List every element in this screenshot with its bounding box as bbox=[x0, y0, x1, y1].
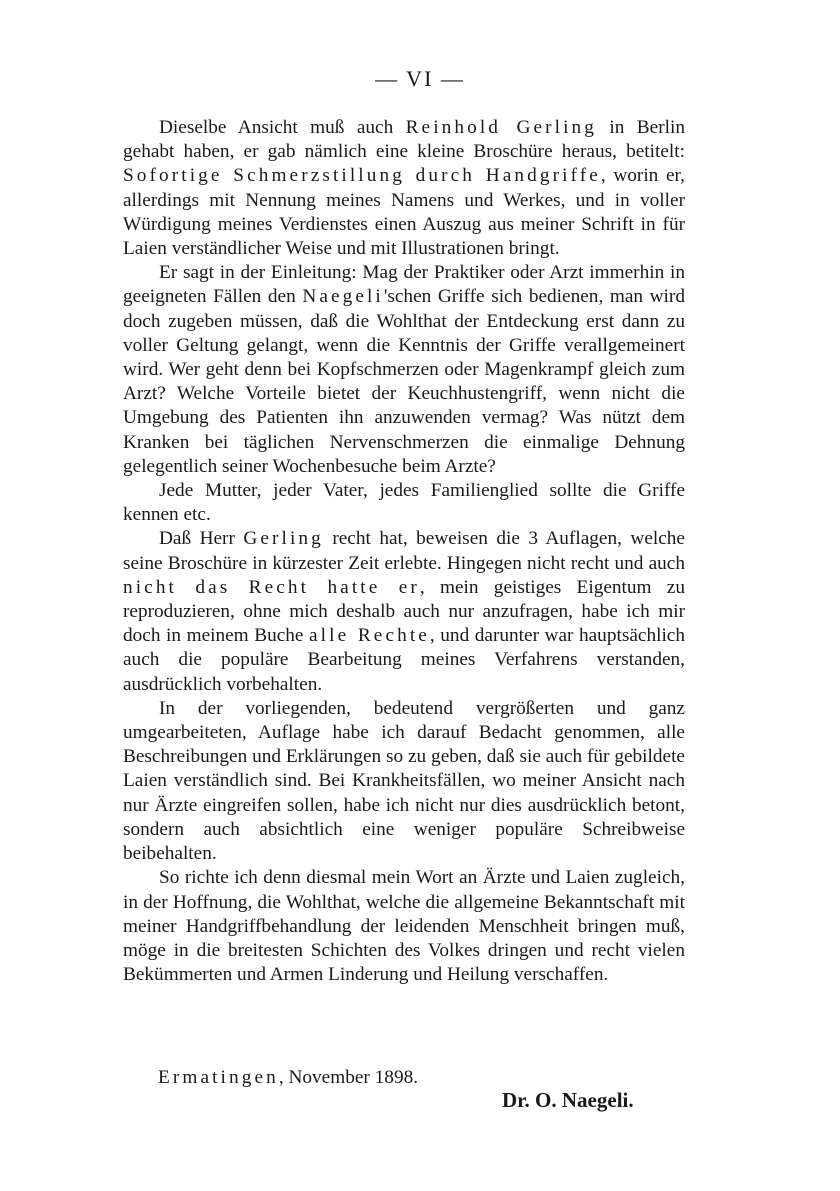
closing-date: , November 1898. bbox=[278, 1067, 419, 1088]
emphasized-text: Reinhold Gerling bbox=[405, 117, 597, 138]
text-segment: , mein geistiges Eigentum zu reproduzieren, ohne mich deshalb auch nur anzufragen, habe ich mir doch in meinem Buche bbox=[123, 576, 685, 647]
paragraph bbox=[123, 261, 685, 479]
text-segment: 'schen Griffe sich bedienen, man wird doch zugeben müssen, daß die Wohlthat der Entdeckung erst dann zu voller Geltung gelangt, wenn die Kenntnis der Griffe verallgemeinert wird. Wer geht denn bei Kopfschmerzen oder Magenkrampf gleich zum Arzt? Welche Vorteile bietet der Keuchhustengriff, wenn nicht die Umgebung des Patienten ihn anzuwenden vermag? Was nützt dem Kranken bei täglichen Nervenschmerzen die einmalige Dehnung gelegentlich seiner Wochenbesuche beim Arzte? bbox=[123, 286, 685, 477]
closing-place: Ermatingen bbox=[158, 1067, 279, 1088]
emphasized-text: nicht das Recht hatte er bbox=[123, 576, 420, 598]
emphasized-text: Naegeli bbox=[302, 286, 384, 308]
text-segment: , worin er, allerdings mit Nennung meines Namens und Werkes, und in voller Würdigung meines Verdienstes einen Auszug aus meiner Schrift in für Laien verständlicher Weise und mit Illustrationen bringt. bbox=[123, 165, 685, 260]
emphasized-text: alle Rechte bbox=[309, 625, 430, 647]
paragraph bbox=[123, 116, 685, 261]
page-number: — VI — bbox=[375, 66, 465, 91]
text-segment: in Berlin gehabt haben, er gab nämlich eine kleine Broschüre heraus, betitelt: bbox=[123, 117, 685, 163]
paragraph bbox=[123, 866, 685, 987]
emphasized-text: Gerling bbox=[243, 528, 324, 550]
paragraph bbox=[123, 697, 685, 866]
body-text bbox=[123, 116, 685, 987]
text-segment: Daß Herr bbox=[159, 528, 244, 550]
closing-line bbox=[158, 1066, 418, 1090]
text-segment: So richte ich denn diesmal mein Wort an Ärzte und Laien zugleich, in der Hoffnung, die Wohlthat, welche die allgemeine Bekanntschaft mit meiner Handgriffbehandlung der leidenden Menschheit bringen muß, möge in die breitesten Schichten des Volkes dringen und recht vielen Bekümmerten und Armen Linderung und Heilung verschaffen. bbox=[123, 867, 685, 986]
signature: Dr. O. Naegeli. bbox=[502, 1088, 634, 1112]
paragraph bbox=[123, 527, 685, 696]
paragraph bbox=[123, 479, 685, 527]
text-segment: Dieselbe Ansicht muß auch bbox=[159, 117, 406, 138]
text-segment: recht hat, beweisen die 3 Auflagen, welche seine Broschüre in kürzester Zeit erlebte. Hingegen nicht recht und auch bbox=[123, 528, 685, 574]
text-segment: , und darunter war hauptsächlich auch die populäre Bearbeitung meines Verfahrens verstanden, ausdrücklich vorbehalten. bbox=[123, 625, 685, 695]
text-segment: Jede Mutter, jeder Vater, jedes Familienglied sollte die Griffe kennen etc. bbox=[123, 480, 685, 526]
text-segment: In der vorliegenden, bedeutend vergrößerten und ganz umgearbeiteten, Auflage habe ich darauf Bedacht genommen, alle Beschreibungen und Erklärungen so zu geben, daß sie auch für gebildete Laien verständlich sind. Bei Krankheitsfällen, wo meiner Ansicht nach nur Ärzte eingreifen sollen, habe ich nicht nur dies ausdrücklich betont, sondern auch absichtlich eine weniger populäre Schreibweise beibehalten. bbox=[123, 697, 685, 865]
emphasized-text: Sofortige Schmerzstillung durch Handgriffe bbox=[123, 165, 601, 187]
text-segment: Er sagt in der Einleitung: Mag der Praktiker oder Arzt immerhin in geeigneten Fällen den bbox=[123, 262, 685, 308]
